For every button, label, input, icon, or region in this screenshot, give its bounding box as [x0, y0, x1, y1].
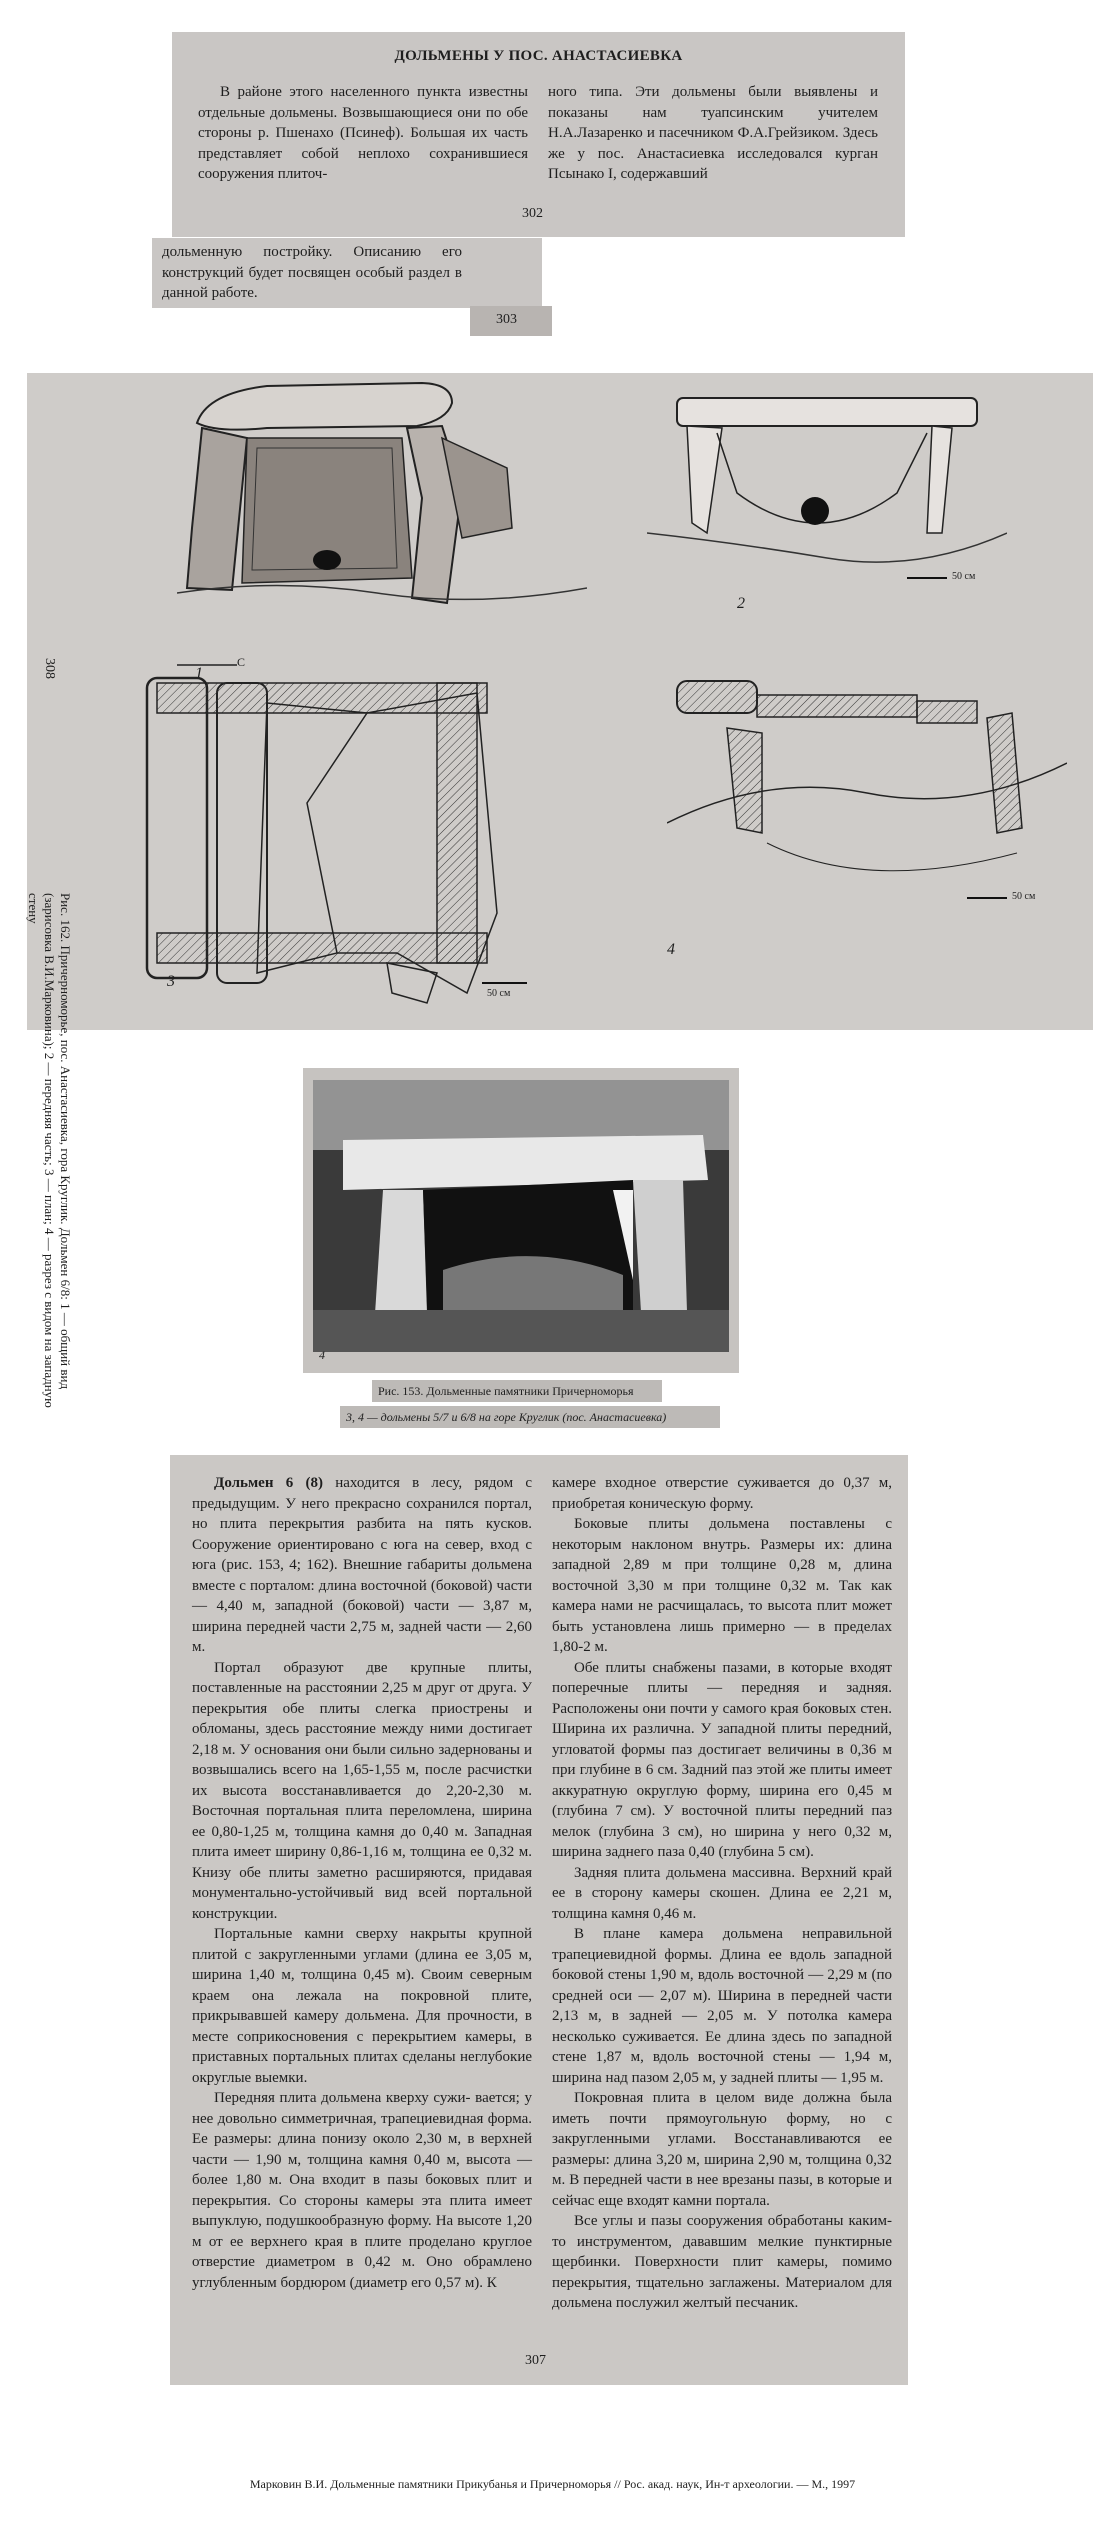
- figure-153-caption-box-2: [340, 1406, 720, 1428]
- top-right-column: [548, 82, 878, 185]
- bibliographic-citation: Марковин В.И. Дольменные памятники Прикубанья и Причерноморья // Рос. акад. наук, Ин-т археологии. — М., 1997: [249, 2477, 856, 2491]
- top-right-text: ного типа. Эти дольмены были выявлены и показаны нам туапсинским учителем Н.А.Лазаренко и пасечником Ф.А.Грейзиком. Здесь же у пос. Анастасиевка исследовался курган Псынако I, содержавший: [548, 84, 878, 182]
- figure-153-caption-box-1: [372, 1380, 662, 1402]
- main-right-para-4: Задняя плита дольмена массивна. Верхний край ее в сторону камеры скошен. Длина ее 2,21 м, толщина камня 0,46 м.: [552, 1864, 892, 1922]
- page-number-303: 303: [496, 312, 517, 327]
- figure-153-photo-scan: [303, 1068, 739, 1373]
- panel-4-scale-label: 50 см: [1012, 891, 1036, 902]
- page-number-302: 302: [522, 206, 543, 221]
- dolmen-heading: Дольмен 6 (8): [214, 1475, 323, 1491]
- plan-marker: С: [237, 655, 246, 669]
- figure-162-panel-4-drawing: [667, 653, 1067, 993]
- main-right-para-1: камере входное отверстие суживается до 0,37 м, приобретая коническую форму.: [552, 1475, 892, 1512]
- main-right-para-5: В плане камера дольмена неправильной трапециевидной формы. Длина ее вдоль западной боковой стены 1,90 м, вдоль восточной — 2,29 м (по средней оси — 2,07 м). Ширина в передней части 2,13 м, в задней — 2,05 м. У потолка камера несколько суживается. Ее длина здесь по западной стене 1,87 м, вдоль восточной стены — 1,94 м, ширина над пазом 2,05 м, у задней плиты — 1,95 м.: [552, 1926, 892, 2086]
- panel-2-scale-label: 50 см: [952, 571, 976, 582]
- main-right-para-3: Обе плиты снабжены пазами, в которые входят поперечные плиты — передняя и задняя. Расположены они почти у самого края боковых стен. Ширина их различна. У западной плиты передний, угловатой формы паз достигает величины в 0,36 м при глубине в 6 см. Задний паз этой же плиты имеет аккуратную округлую форму, ширина его 0,45 м (глубина 7 см). У восточной плиты передний паз мелок (глубина 3 см), но ширина у него 0,32 м, ширина заднего паза 0,40 (глубина 5 см).: [552, 1659, 892, 1860]
- figure-162-caption: Рис. 162. Причерноморье, пос. Анастасиевка, гора Круглик. Дольмен 6/8: 1 — общий вид (зарисовка В.И.Марковина); 2 — передняя часть; 3 — план; 4 — разрез с видом на западную стену: [26, 893, 73, 1408]
- page-number-307: 307: [525, 2353, 546, 2368]
- fragment-column: [162, 242, 462, 304]
- main-left-para-4: Передняя плита дольмена кверху сужи- вается; у нее довольно симметричная, трапециевидная форма. Ее размеры: длина понизу около 2,30 м, в верхней части — 1,90 м, толщина камня 0,40 м, высота — более 1,80 м. Она входит в пазы боковых плит и перекрытия. Со стороны камеры эта плита имеет выпуклую, подушкообразную форму. На высоте 1,20 м от ее верхнего края в плите проделано круглое отверстие диаметром в 0,42 м. Оно обрамлено углубленным бордюром (диаметр его 0,57 м). К: [192, 2090, 532, 2291]
- section-title: ДОЛЬМЕНЫ У ПОС. АНАСТАСИЕВКА: [394, 48, 683, 64]
- page-number-308: 308: [42, 658, 57, 679]
- panel-label-3: 3: [167, 973, 175, 990]
- main-right-para-6: Покровная плита в целом виде должна была иметь почти прямоугольную форму, но с закругленными углами. Восстанавливаются ее размеры: длина 3,20 м, ширина 2,90 м, толщина 0,32 м. В передней части в нее врезаны пазы, в которые и сейчас еще входят камни портала.: [552, 2090, 892, 2209]
- top-left-column: [198, 82, 528, 185]
- top-page-scan: [172, 32, 905, 237]
- figure-153-caption-2: 3, 4 — дольмены 5/7 и 6/8 на горе Круглик (пос. Анастасиевка): [346, 1410, 667, 1424]
- panel-label-2: 2: [737, 595, 745, 612]
- dolmen-photo: [313, 1080, 729, 1352]
- main-right-para-7: Все углы и пазы сооружения обработаны каким-то инструментом, дававшим мелкие пунктирные щербинки. Поверхности плит камеры, помимо перекрытия, тщательно заглажены. Материалом для дольмена послужил желтый песчаник.: [552, 2213, 892, 2311]
- main-left-para-2: Портал образуют две крупные плиты, поставленные на расстоянии 2,25 м друг от друга. У перекрытия обе плиты слегка приострены и обломаны, здесь расстояние между ними достигает 2,18 м. У основания они были сильно задернованы и возвышались всего на 1,65-1,55 м, после расчистки их высота восстанавливается до 2,20-2,30 м. Восточная портальная плита переломлена, ширина ее 0,80-1,25 м, толщина камня до 0,40 м. Западная плита имеет ширину 0,86-1,16 м, толщина ее 0,32 м. Книзу обе плиты заметно расширяются, придавая монументально-устойчивый вид всей портальной конструкции.: [192, 1659, 532, 1922]
- main-left-para-1: Дольмен 6 (8) находится в лесу, рядом с предыдущим. У него прекрасно сохранился портал, но плита перекрытия разбита на пять кусков. Сооружение ориентировано с юга на север, вход с юга (рис. 153, 4; 162). Внешние габариты дольмена вместе с порталом: длина восточной (боковой) части — 4,40 м, западной (боковой) части — 3,87 м, ширина передней части 2,75 м, задней части — 2,60 м.: [192, 1475, 533, 1655]
- main-page-scan: [170, 1455, 908, 2385]
- figure-153-caption-1: Рис. 153. Дольменные памятники Причерноморья: [378, 1384, 634, 1398]
- main-left-para-3: Портальные камни сверху накрыты крупной плитой с закругленными углами (длина ее 3,05 м, ширина 1,40 м, толщина 0,45 м). Своим северным краем она лежала на покровной плите, прикрывавшей камеру дольмена. Для прочности, в месте соприкосновения с перекрытием камеры, в приставных портальных плитах сделаны неглубокие округлые выемки.: [192, 1926, 532, 2086]
- panel-3-scale-label: 50 см: [487, 988, 511, 999]
- panel-label-4: 4: [667, 941, 675, 958]
- fragment-scan: [152, 238, 542, 308]
- figure-162-panel-1-drawing: [177, 378, 587, 608]
- fragment-text: дольменную постройку. Описанию его конструкций будет посвящен особый раздел в данной работе.: [162, 244, 462, 301]
- main-right-column: [552, 1473, 892, 2314]
- main-left-column: [192, 1473, 532, 2293]
- photo-panel-label: 4: [319, 1348, 325, 1362]
- top-left-text: В районе этого населенного пункта известны отдельные дольмены. Возвышающиеся они по обе стороны р. Пшенахо (Псинеф). Большая их часть представляет собой неплохо сохранившиеся сооружения плиточ-: [198, 84, 528, 182]
- page-number-303-box: [470, 306, 552, 336]
- panel-label-1: 1: [195, 665, 203, 682]
- figure-162-panel-3-drawing: [137, 653, 597, 1023]
- main-right-para-2: Боковые плиты дольмена поставлены с некоторым наклоном внутрь. Размеры их: длина западной 2,89 м при толщине 0,28 м, длина восточной 3,30 м при толщине 0,32 м. Так как камера нами не расчищалась, то высота плит может быть установлена лишь примерно — в пределах 1,80-2 м.: [552, 1516, 892, 1655]
